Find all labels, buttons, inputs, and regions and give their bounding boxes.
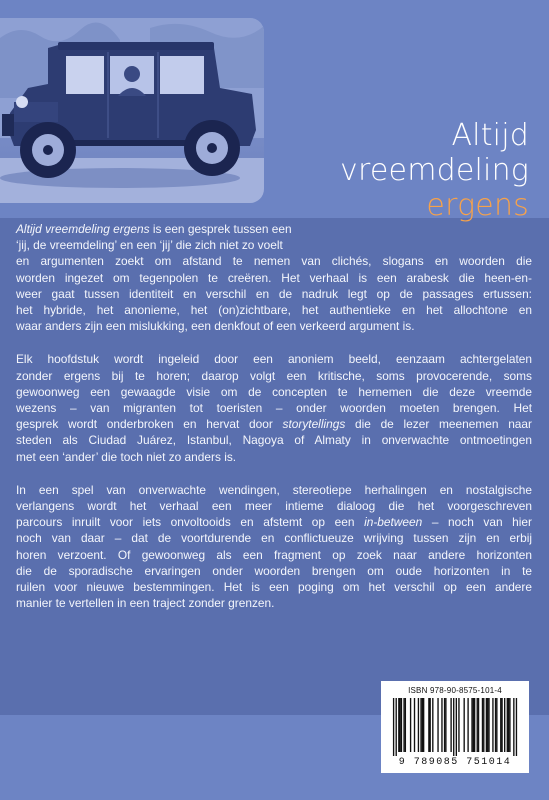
blurb-line <box>16 221 532 237</box>
blurb-line: en argumenten zoekt om afstand te nemen van clichés, slogans en woorden die <box>16 254 532 269</box>
blurb-line: waar anders zijn een mislukking, een denkfout of een verkeerd argument is. <box>16 319 415 334</box>
blurb-line: zonder ergens bij te horen; daarop volgt een kritische, soms provocerende, soms <box>16 368 532 383</box>
blurb-line: ruilen voor nieuwe bestemmingen. Het is een poging om het verschil op een andere <box>16 580 532 595</box>
barcode-bar <box>487 698 488 752</box>
barcode-bar <box>474 698 475 752</box>
title-line-3: ergens <box>426 188 529 223</box>
blurb <box>16 221 532 628</box>
barcode-box <box>381 681 529 773</box>
blurb-line: verlangens wordt het verhaal een meer intieme dialoog die het voorgeschreven <box>16 499 532 514</box>
barcode-bar <box>477 698 478 752</box>
text-span: is een gesprek tussen een <box>149 222 292 236</box>
barcode-bar <box>496 698 497 752</box>
barcode-bar <box>396 698 397 756</box>
barcode-bar <box>398 698 399 752</box>
barcode-bar <box>453 698 454 756</box>
cover-photo <box>0 18 264 203</box>
blurb-line: die de sporadische ervaringen onder woorden brengen om oude horizonten in te <box>16 563 532 578</box>
barcode-bar <box>428 698 429 752</box>
barcode-bar <box>405 698 406 752</box>
barcode-bar <box>410 698 411 752</box>
italic-term: storytellings <box>282 417 346 432</box>
barcode-bar <box>458 698 459 752</box>
blurb-line: noch van daar – dat de voortdurende en conflictueuze wrijving tussen zijn en erbij <box>16 531 532 546</box>
barcode-bar <box>450 698 451 752</box>
vintage-car-illustration <box>0 18 264 203</box>
barcode-bar <box>401 698 402 752</box>
barcode-bar <box>471 698 472 752</box>
barcode-bar <box>432 698 433 752</box>
blurb-line <box>16 416 532 432</box>
barcode-bar <box>418 698 419 752</box>
barcode-bar <box>444 698 445 752</box>
barcode-bar <box>482 698 483 752</box>
barcode-bar <box>488 698 489 752</box>
blurb-paragraph-3 <box>16 482 532 612</box>
barcode-bar <box>478 698 479 752</box>
blurb-line <box>16 514 532 530</box>
book-title <box>340 118 529 223</box>
blurb-line: horen verzoent. Of gewoonweg als een fragment op zoek naar andere horizonten <box>16 547 532 562</box>
text-span: – noch van hier <box>422 515 532 530</box>
barcode-bar <box>437 698 438 752</box>
blurb-line: steden als Ciudad Juárez, Istanbul, Nagoya of Almaty in onverwachte ontmoetingen <box>16 433 532 448</box>
blurb-line: met een ‘ander’ die toch niet zo anders is. <box>16 449 237 464</box>
blurb-line: manier te vertellen in een traject zonder grenzen. <box>16 596 275 611</box>
blurb-line: ‘jij, de vreemdeling’ en een ‘jij’ die zich niet zo voelt <box>16 238 283 253</box>
text-span: gesprek wordt onderbroken en hervat door <box>16 417 283 432</box>
barcode-bar <box>467 698 468 752</box>
blurb-line: weer gaat tussen identiteit en verschil en de nadruk legt op de passages ertussen: <box>16 286 532 301</box>
barcode-bar <box>414 698 415 752</box>
barcode-bar <box>441 698 442 752</box>
barcode-bar <box>403 698 404 752</box>
barcode-bar <box>486 698 487 752</box>
barcode-bar <box>495 698 496 752</box>
blurb-paragraph-1 <box>16 221 532 334</box>
barcode-bar <box>500 698 501 752</box>
title-line-2: vreemdeling <box>340 153 529 188</box>
blurb-line: worden ingezet om tegenpolen te creëren. Het verhaal is een arabesk die heen-en- <box>16 270 532 285</box>
blurb-line: gewoonweg een gewaagde visie om de concepten te hernemen die deze vreemde <box>16 384 532 399</box>
barcode-digits: 9 789085 751014 <box>398 757 512 768</box>
text-span: die de lezer meenemen naar <box>345 417 532 432</box>
barcode-bar <box>504 698 505 752</box>
barcode-bar <box>509 698 510 752</box>
barcode-bar <box>464 698 465 752</box>
barcode-bar <box>501 698 502 752</box>
barcode-bar <box>420 698 421 752</box>
barcode-bar <box>473 698 474 752</box>
barcode-bars <box>389 698 521 756</box>
barcode-bar <box>507 698 508 752</box>
text-span: parcours inruilt voor iets onvoltooids en afstemt op een <box>16 515 365 530</box>
barcode-bar <box>492 698 493 752</box>
barcode-bar <box>422 698 423 752</box>
italic-term: in-between <box>364 515 423 530</box>
blurb-line: Elk hoofdstuk wordt ingeleid door een anoniem beeld, eenzaam achtergelaten <box>16 352 532 367</box>
blurb-line: In een spel van onverwachte wendingen, stereotiepe herhalingen en nostalgische <box>16 482 532 497</box>
barcode-bar <box>508 698 509 752</box>
barcode-bar <box>445 698 446 752</box>
blurb-line: wezens – van migranten tot toeristen – onder woorden moeten brengen. Het <box>16 401 532 416</box>
barcode-bar <box>513 698 514 756</box>
blurb-line: het hybride, het anonieme, het (on)zichtbare, het authentieke en het allochtone en <box>16 303 532 318</box>
barcode-bar <box>456 698 457 756</box>
barcode-bar <box>393 698 394 756</box>
barcode-bar <box>516 698 517 756</box>
barcode-bar <box>430 698 431 752</box>
barcode-bar <box>399 698 400 752</box>
title-line-1: Altijd <box>451 118 529 153</box>
isbn-label: ISBN 978-90-8575-101-4 <box>408 686 502 695</box>
blurb-paragraph-2 <box>16 351 532 464</box>
barcode-bar <box>483 698 484 752</box>
italic-title: Altijd vreemdeling ergens <box>16 222 150 236</box>
barcode-bar <box>423 698 424 752</box>
